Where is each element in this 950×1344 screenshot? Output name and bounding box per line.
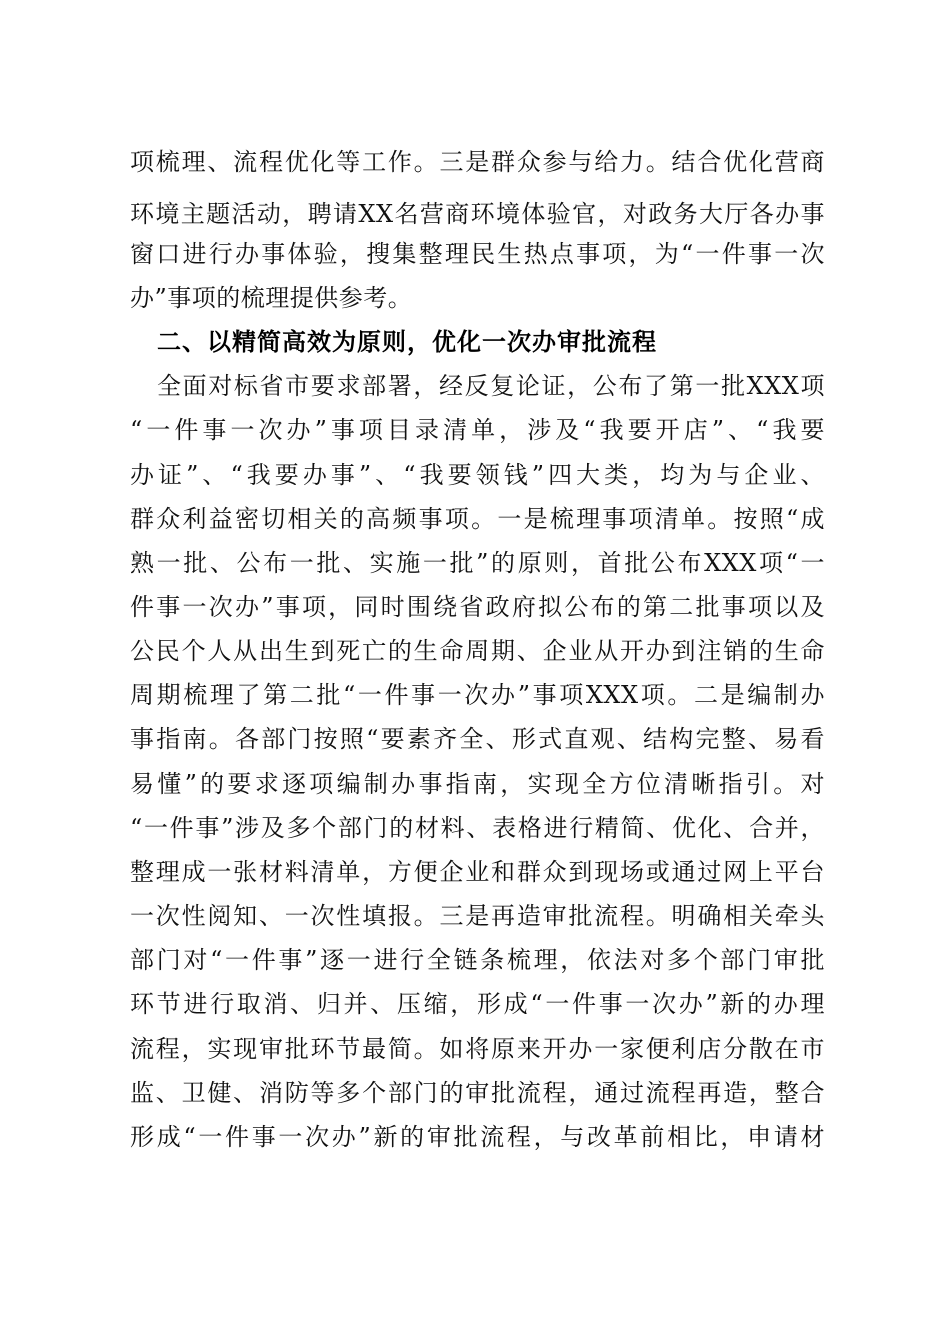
paragraph-1-line-2: 环境主题活动，聘请XX名营商环境体验官，对政务大厅各办事 xyxy=(130,200,825,228)
paragraph-2-line-6: 件事一次办”事项，同时围绕省政府拟公布的第二批事项以及 xyxy=(130,593,825,621)
paragraph-2-line-11: “一件事”涉及多个部门的材料、表格进行精简、优化、合并， xyxy=(130,814,825,842)
paragraph-2-line-7: 公民个人从出生到死亡的生命周期、企业从开办到注销的生命 xyxy=(130,637,825,665)
paragraph-2-line-8: 周期梳理了第二批“一件事一次办”事项XXX项。二是编制办 xyxy=(130,681,825,709)
paragraph-1-line-1: 项梳理、流程优化等工作。三是群众参与给力。结合优化营商 xyxy=(130,148,825,176)
paragraph-2-line-1: 全面对标省市要求部署，经反复论证，公布了第一批XXX项 xyxy=(157,372,825,400)
paragraph-2-line-5: 熟一批、公布一批、实施一批”的原则，首批公布XXX项“一 xyxy=(130,549,825,577)
paragraph-2-line-10: 易懂”的要求逐项编制办事指南，实现全方位清晰指引。对 xyxy=(130,770,825,798)
paragraph-2-line-16: 流程，实现审批环节最简。如将原来开办一家便利店分散在市 xyxy=(130,1035,825,1063)
paragraph-2-line-2: “一件事一次办”事项目录清单，涉及“我要开店”、“我要 xyxy=(130,416,825,444)
paragraph-2-line-3: 办证”、“我要办事”、“我要领钱”四大类，均为与企业、 xyxy=(130,461,825,489)
paragraph-2-line-18: 形成“一件事一次办”新的审批流程，与改革前相比，申请材 xyxy=(130,1123,825,1151)
paragraph-2-line-4: 群众利益密切相关的高频事项。一是梳理事项清单。按照“成 xyxy=(130,505,825,533)
paragraph-2-line-17: 监、卫健、消防等多个部门的审批流程，通过流程再造，整合 xyxy=(130,1079,825,1107)
paragraph-2-line-13: 一次性阅知、一次性填报。三是再造审批流程。明确相关牵头 xyxy=(130,902,825,930)
paragraph-2-line-9: 事指南。各部门按照“要素齐全、形式直观、结构完整、易看 xyxy=(130,725,825,753)
paragraph-2-line-14: 部门对“一件事”逐一进行全链条梳理，依法对多个部门审批 xyxy=(130,946,825,974)
paragraph-1-line-4: 办”事项的梳理提供参考。 xyxy=(130,284,413,312)
paragraph-2-line-15: 环节进行取消、归并、压缩，形成“一件事一次办”新的办理 xyxy=(130,990,825,1018)
section-heading: 二、以精简高效为原则，优化一次办审批流程 xyxy=(157,328,657,356)
paragraph-2-line-12: 整理成一张材料清单，方便企业和群众到现场或通过网上平台 xyxy=(130,858,825,886)
paragraph-1-line-3: 窗口进行办事体验，搜集整理民生热点事项，为“一件事一次 xyxy=(130,240,825,268)
